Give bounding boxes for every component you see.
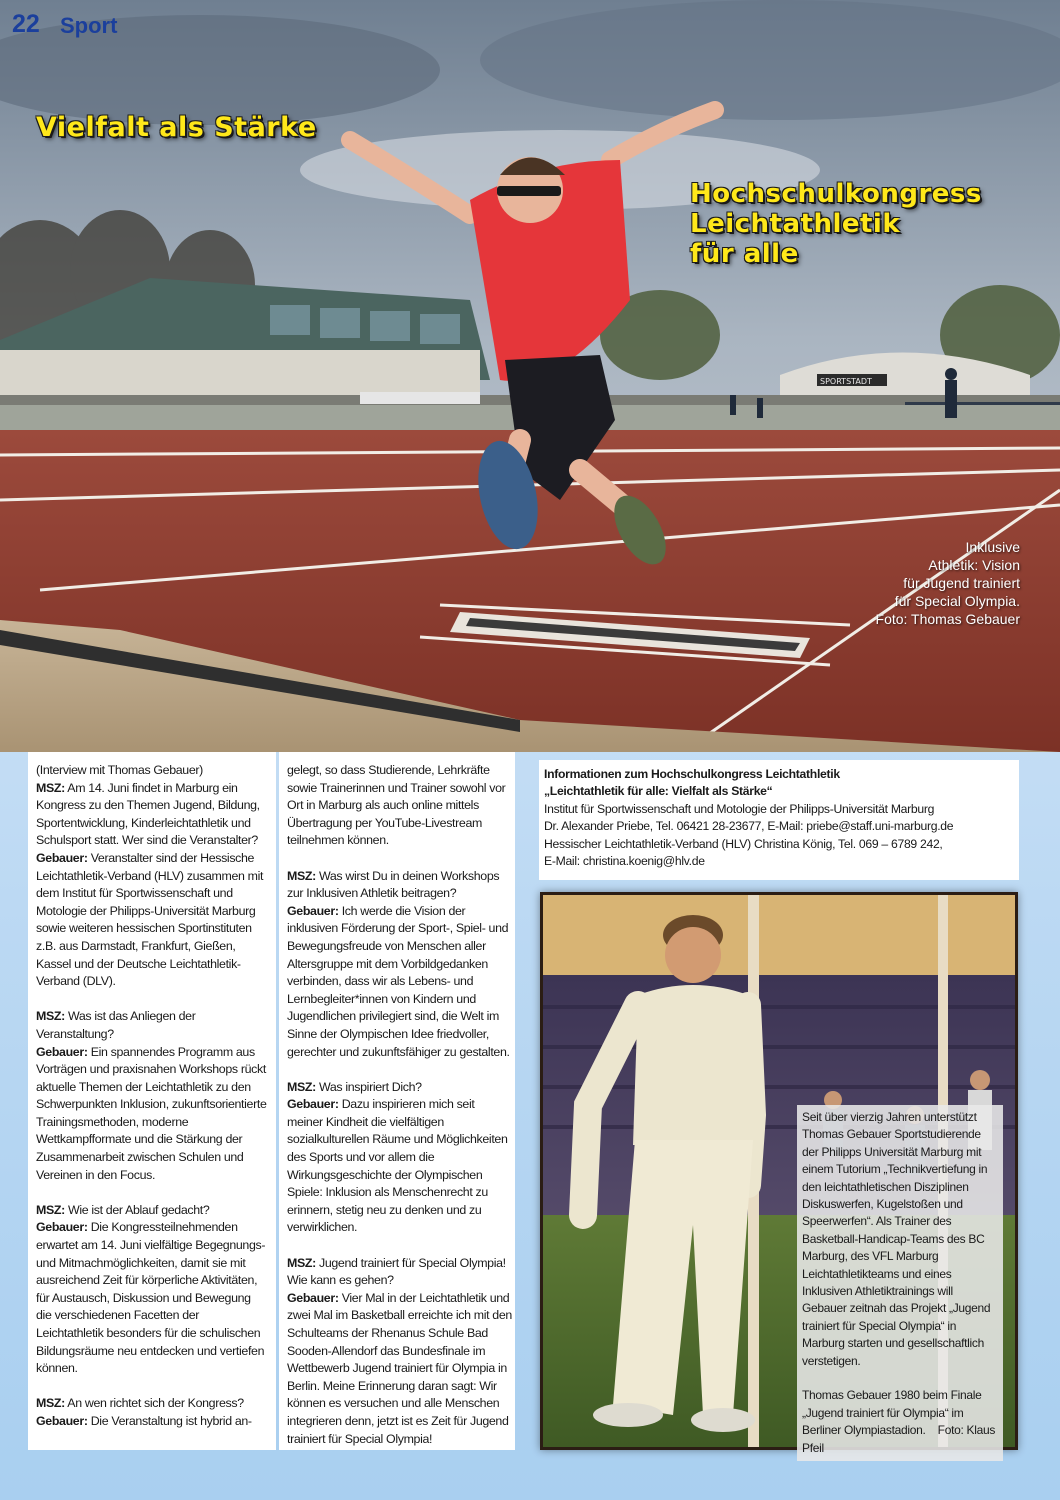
speaker-label: MSZ: (287, 1079, 316, 1094)
question-text: Was ist das Anliegen der Veranstaltung? (36, 1009, 196, 1041)
speaker-label: Gebauer: (287, 1097, 339, 1112)
photo-caption-box (797, 1105, 1003, 1461)
question-text: Was inspiriert Dich? (315, 1079, 422, 1094)
question-text: Jugend trainiert für Special Olympia! Wie kann es gehen? (287, 1255, 506, 1288)
answer-text: Die Kongressteilnehmenden erwartet am 14. Juni vielfältige Begegnungs- und Mitmachmöglichkeiten, damit sie mit ausreichend Zeit für körperliche Aktivitäten, für Austausch, Diskussion und Bewegung die verschiedenen Facetten der Leichtathletik besonders für die schulischen Bildungsräume neu entdecken und vertiefen können. (36, 1220, 266, 1376)
headline-line: für alle (690, 238, 799, 269)
speaker-label: MSZ: (287, 1255, 316, 1270)
question (36, 1395, 268, 1413)
question (36, 780, 268, 850)
answer-text: Ein spannendes Programm aus Vorträgen und praxisnahen Workshops rückt aktuelle Themen der Leichtathletik zu den Schwerpunkten Inklusion, zukunftsorientierte Trainingsmethoden, moderne Wettkampfformate und die Stärkung der Zusammenarbeit zwischen Schulen und Vereinen in den Focus. (36, 1044, 267, 1182)
answer-text: Dazu inspirieren mich seit meiner Kindheit die vielfältigen sozialkulturellen Räume und Möglichkeiten des Sports und vor allem die Wirkungsgeschichte der Olympischen Spiele: Inklusion als Menschenrecht zu erinnern, stetig neu zu denken und zu verwirklichen. (287, 1097, 508, 1235)
question-text: Wie ist der Ablauf gedacht? (64, 1202, 210, 1217)
headline-line: Leichtathletik (690, 208, 901, 239)
question-text: Am 14. Juni findet in Marburg ein Kongress zu den Themen Jugend, Bildung, Sportentwicklung, Kinderleichtathletik und Schulsport statt. Wer sind die Veranstalter? (36, 780, 260, 848)
caption-line: Inklusive (965, 539, 1020, 555)
question (36, 1008, 268, 1043)
speaker-label: MSZ: (36, 1396, 65, 1411)
headline-hochschulkongress (690, 180, 1030, 270)
question (287, 1079, 513, 1097)
answer-text: Ich werde die Vision der inklusiven Förderung der Sport-, Spiel- und Bewegungsfreude von Menschen aller Altersgruppe mit dem Vorbildgedanken verbinden, dass wir als Lebens- und Lernbegleiter*innen von Kindern und Jugendlichen privilegiert sind, die Welt im Sinne der Olympischen Idee friedvoller, gerechter und zukunftsfähiger zu gestalten. (287, 903, 510, 1059)
info-line: Institut für Sportwissenschaft und Motologie der Philipps-Universität Marburg (544, 801, 935, 816)
section-title: Sport (60, 13, 118, 38)
speaker-label: MSZ: (36, 1202, 65, 1217)
info-line: Dr. Alexander Priebe, Tel. 06421 28-23677, E-Mail: priebe@staff.uni-marburg.de (544, 819, 954, 834)
question-text: An wen richtet sich der Kongress? (64, 1396, 244, 1411)
answer (36, 1219, 268, 1377)
info-subtitle: „Leichtathletik für alle: Vielfalt als Stärke“ (544, 784, 773, 799)
speaker-label: MSZ: (36, 780, 65, 795)
answer (287, 1290, 513, 1448)
caption-text: Thomas Gebauer 1980 beim Finale „Jugend trainiert für Olympia“ im Berliner Olympiastadion. (802, 1388, 982, 1438)
answer (36, 1413, 268, 1431)
answer-text: Die Veranstaltung ist hybrid an- (87, 1413, 252, 1428)
answer (287, 1096, 513, 1237)
speaker-label: Gebauer: (36, 1044, 88, 1059)
info-box (539, 760, 1019, 880)
answer-text: Veranstalter sind der Hessische Leichtathletik-Verband (HLV) zusammen mit dem Institut für Sportwissenschaft und Motologie der Philipps-Universität Marburg sowie weiteren hessischen Sportinstituten z.B. aus Darmstadt, Frankfurt, Gießen, Kassel und der Deutsche Leichtathletik-Verband (DLV). (36, 850, 264, 989)
headline-vielfalt: Vielfalt als Stärke (36, 112, 317, 143)
speaker-label: Gebauer: (287, 1290, 339, 1305)
bio-text: Seit über vierzig Jahren unterstützt Thomas Gebauer Sportstudierende der Philipps Universität Marburg mit einem Tutorium „Technikvertiefung in den leichtathletischen Disziplinen Diskuswerfen, Kugelstoßen und Speerwerfen“. Als Trainer des Basketball-Handicap-Teams des BC Marburg, des VFL Marburg Leichtathletikteams und eines Inklusiven Athletiktrainings will Gebauer zeitnah das Projekt „Jugend trainiert für Special Olympia“ in Marburg starten und gesellschaftlich verstetigen. (802, 1110, 991, 1368)
headline-line: Hochschulkongress (690, 179, 982, 209)
speaker-label: Gebauer: (36, 1413, 88, 1428)
answer-text: Vier Mal in der Leichtathletik und zwei Mal im Basketball erreichte ich mit den Schulteams der Rhenanus Schule Bad Sooden-Allendorf das Bundesfinale im Wettbewerb Jugend trainiert für Olympia in Berlin. Meine Erinnerung daran sagt: Wir können es versuchen und alle Menschen integrieren denn, jetzt ist es Zeit für Jugend trainiert für Special Olympia! (287, 1290, 512, 1446)
info-title: Informationen zum Hochschulkongress Leichtathletik (544, 767, 840, 781)
hero-photo-caption (820, 538, 1020, 628)
photo-credit: Foto: Klaus Pfeil (802, 1423, 996, 1455)
caption-line: Foto: Thomas Gebauer (875, 611, 1020, 627)
speaker-label: Gebauer: (36, 850, 88, 865)
photo-caption-text (802, 1387, 998, 1457)
caption-line: für Jugend trainiert (903, 575, 1020, 591)
interview-intro: (Interview mit Thomas Gebauer) (36, 763, 203, 777)
speaker-label: Gebauer: (287, 903, 339, 918)
speaker-label: MSZ: (36, 1009, 65, 1024)
answer-continuation: gelegt, so dass Studierende, Lehrkräfte sowie Trainerinnen und Trainer sowohl vor Ort in Marburg als auch online mittels Übertragung per YouTube-Livestream teilnehmen können. (287, 763, 506, 848)
page-header (0, 0, 1060, 48)
question (287, 868, 513, 903)
page-number: 22 (12, 10, 40, 38)
answer (36, 1044, 268, 1185)
answer (36, 850, 268, 991)
speaker-label: MSZ: (287, 868, 316, 883)
caption-line: für Special Olympia. (894, 593, 1020, 609)
caption-line: Athletik: Vision (928, 557, 1020, 573)
sportstadt-sign: SPORTSTADT (820, 377, 872, 386)
speaker-label: Gebauer: (36, 1220, 88, 1235)
interview-column-1 (36, 762, 268, 1431)
info-line: Hessischer Leichtathletik-Verband (HLV) Christina König, Tel. 069 – 6789 242, (544, 836, 943, 851)
question-text: Was wirst Du in deinen Workshops zur Inklusiven Athletik beitragen? (287, 868, 500, 901)
interview-column-2 (287, 762, 513, 1448)
answer (287, 903, 513, 1061)
question (287, 1255, 513, 1290)
info-line: E-Mail: christina.koenig@hlv.de (544, 854, 705, 869)
question (36, 1202, 268, 1220)
